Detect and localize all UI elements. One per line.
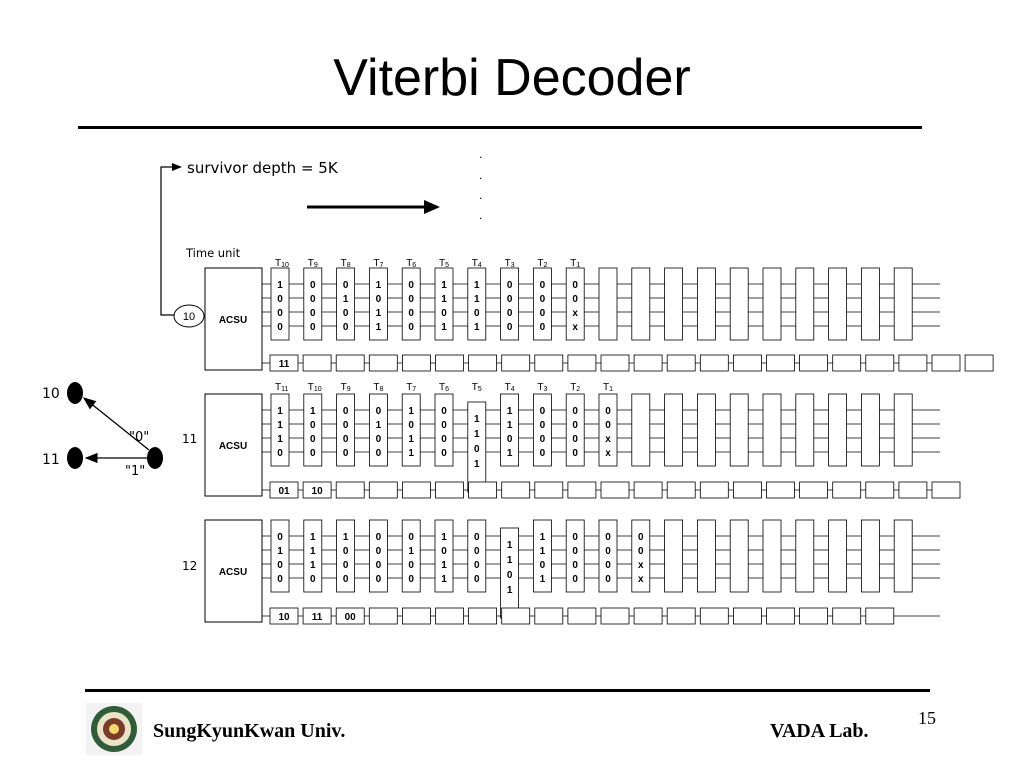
trellis-node-source [147, 447, 163, 469]
survivor-column [665, 520, 683, 592]
survivor-bit: 0 [572, 532, 578, 543]
survivor-bit: 1 [408, 448, 414, 459]
traceback-cell [767, 608, 795, 624]
survivor-column [894, 394, 912, 466]
traceback-cell [733, 355, 761, 371]
time-label-index: 1 [576, 262, 581, 269]
traceback-cell [535, 355, 563, 371]
traceback-cell [800, 482, 828, 498]
traceback-cell [866, 482, 894, 498]
traceback-cell [469, 608, 497, 624]
survivor-column [730, 268, 748, 340]
survivor-bit: 0 [408, 308, 414, 319]
survivor-bit: 0 [375, 574, 382, 585]
traceback-cell [667, 608, 695, 624]
survivor-column [697, 394, 715, 466]
survivor-column [763, 394, 781, 466]
time-label-index: 6 [412, 262, 417, 269]
traceback-cell [436, 482, 464, 498]
survivor-bit: 0 [572, 280, 578, 291]
survivor-column [665, 394, 683, 466]
survivor-bit: 0 [277, 560, 283, 571]
survivor-bit: x [638, 574, 644, 585]
traceback-cell [932, 355, 960, 371]
survivor-bit: 1 [506, 555, 513, 566]
survivor-column [763, 268, 781, 340]
survivor-bit: 0 [342, 406, 349, 417]
traceback-cell [568, 355, 596, 371]
survivor-bit: 1 [506, 448, 513, 459]
traceback-cell [700, 608, 728, 624]
survivor-bit: 1 [277, 280, 283, 291]
traceback-cell [369, 608, 397, 624]
survivor-bit: 1 [441, 294, 447, 305]
survivor-column [632, 268, 650, 340]
survivor-bit: 0 [572, 546, 578, 557]
traceback-cell [436, 355, 464, 371]
survivor-bit: 0 [310, 280, 316, 291]
survivor-bit: 0 [539, 420, 546, 431]
traceback-cell [436, 608, 464, 624]
survivor-bit: 0 [342, 448, 349, 459]
survivor-column [861, 394, 879, 466]
survivor-bit: 0 [638, 532, 644, 543]
traceback-value: 10 [311, 486, 323, 497]
survivor-bit: 1 [375, 280, 382, 291]
time-label: T1 [570, 258, 581, 269]
page-number: 15 [918, 708, 936, 728]
survivor-bit: 0 [605, 532, 611, 543]
time-label: T4 [504, 382, 515, 393]
traceback-cell [700, 355, 728, 371]
time-label-index: 3 [510, 262, 515, 269]
survivor-column [796, 520, 814, 592]
survivor-bit: 0 [277, 448, 283, 459]
time-label-index: 7 [379, 262, 384, 269]
survivor-bit: 0 [638, 546, 644, 557]
time-label: T4 [471, 258, 482, 269]
branch-label-0: "0" [129, 430, 150, 445]
time-label: T10 [307, 382, 322, 393]
time-label-index: 2 [543, 262, 548, 269]
survivor-bit: 1 [539, 532, 546, 543]
university-seal-logo [86, 703, 142, 755]
survivor-bit: 0 [605, 560, 611, 571]
survivor-bit: 0 [474, 560, 480, 571]
survivor-bit: 0 [310, 448, 316, 459]
survivor-bit: 1 [506, 540, 513, 551]
traceback-cell [601, 482, 629, 498]
traceback-cell [502, 482, 530, 498]
survivor-column [894, 520, 912, 592]
traceback-cell [932, 482, 960, 498]
survivor-bit: 0 [441, 434, 447, 445]
survivor-depth-label: survivor depth = 5K [187, 159, 338, 177]
survivor-bit: 1 [506, 585, 513, 596]
traceback-cell [634, 482, 662, 498]
survivor-bit: 0 [342, 574, 349, 585]
survivor-bit: 1 [277, 546, 283, 557]
traceback-cell [800, 608, 828, 624]
survivor-column [796, 394, 814, 466]
survivor-column [861, 268, 879, 340]
slide-title: Viterbi Decoder [333, 49, 691, 107]
survivor-column [894, 268, 912, 340]
survivor-bit: 1 [408, 546, 414, 557]
survivor-bit: 0 [342, 560, 349, 571]
survivor-bit: 1 [441, 574, 447, 585]
survivor-bit: 0 [572, 560, 578, 571]
traceback-cell [336, 482, 364, 498]
survivor-bit: 1 [375, 420, 382, 431]
time-label-index: 7 [412, 386, 417, 393]
traceback-cell [800, 355, 828, 371]
traceback-cell [899, 482, 927, 498]
time-unit-value: 11 [182, 432, 198, 446]
traceback-cell [833, 482, 861, 498]
traceback-cell [634, 608, 662, 624]
traceback-cell [402, 355, 430, 371]
survivor-bit: 0 [375, 532, 382, 543]
footer-university: SungKyunKwan Univ. [153, 720, 346, 742]
time-label-index: 5 [477, 386, 482, 393]
survivor-bit: 0 [572, 434, 578, 445]
stage-input-label: 10 [182, 311, 196, 323]
continuation-dot: . [479, 208, 483, 222]
footer-divider [85, 689, 930, 692]
survivor-column [665, 268, 683, 340]
survivor-bit: 0 [375, 448, 382, 459]
survivor-bit: 0 [375, 434, 382, 445]
survivor-bit: 1 [474, 414, 480, 425]
survivor-bit: 1 [506, 420, 513, 431]
survivor-bit: 0 [277, 294, 283, 305]
survivor-bit: 0 [342, 434, 349, 445]
survivor-column [829, 520, 847, 592]
traceback-cell [502, 355, 530, 371]
traceback-value: 10 [278, 612, 290, 623]
survivor-bit: 0 [474, 546, 480, 557]
survivor-column [763, 520, 781, 592]
survivor-bit: 0 [605, 420, 611, 431]
survivor-bit: 0 [474, 308, 480, 319]
survivor-bit: 0 [506, 434, 513, 445]
survivor-bit: 0 [506, 322, 513, 333]
survivor-column [697, 520, 715, 592]
survivor-memory-panels [182, 258, 993, 624]
time-label-index: 3 [543, 386, 548, 393]
survivor-bit: 0 [310, 322, 316, 333]
survivor-bit: 0 [506, 570, 513, 581]
survivor-bit: 1 [441, 532, 447, 543]
survivor-bit: 0 [277, 532, 283, 543]
continuation-dot: . [479, 168, 483, 182]
traceback-cell [767, 355, 795, 371]
traceback-cell [833, 355, 861, 371]
time-label: T3 [504, 258, 515, 269]
time-label-index: 8 [346, 262, 351, 269]
survivor-bit: x [638, 560, 644, 571]
survivor-bit: 0 [408, 322, 414, 333]
survivor-bit: 0 [605, 574, 611, 585]
survivor-bit: 0 [441, 406, 447, 417]
survivor-bit: 1 [408, 406, 414, 417]
survivor-bit: 1 [310, 532, 316, 543]
trellis-diagram [42, 382, 163, 479]
survivor-bit: 0 [408, 420, 414, 431]
survivor-bit: 1 [342, 294, 349, 305]
traceback-cell [667, 355, 695, 371]
survivor-column [861, 520, 879, 592]
survivor-bit: 0 [310, 434, 316, 445]
traceback-cell [568, 482, 596, 498]
survivor-bit: 1 [539, 574, 546, 585]
traceback-value: 11 [278, 359, 290, 370]
survivor-bit: 0 [277, 308, 283, 319]
acsu-label: ACSU [218, 567, 248, 578]
survivor-bit: 0 [474, 532, 480, 543]
survivor-bit: 1 [310, 560, 316, 571]
survivor-bit: x [572, 308, 578, 319]
time-label-index: 10 [313, 386, 322, 393]
time-label-index: 11 [281, 386, 289, 393]
traceback-cell [469, 355, 497, 371]
survivor-panel [182, 382, 960, 498]
traceback-cell [502, 608, 530, 624]
traceback-cell [369, 355, 397, 371]
survivor-column [829, 394, 847, 466]
survivor-bit: 0 [277, 574, 283, 585]
traceback-cell [402, 608, 430, 624]
traceback-cell [733, 608, 761, 624]
time-label: T1 [603, 382, 614, 393]
survivor-bit: x [605, 448, 611, 459]
survivor-bit: 1 [474, 294, 480, 305]
survivor-bit: 0 [441, 448, 447, 459]
traceback-cell [899, 355, 927, 371]
traceback-value: 01 [278, 486, 290, 497]
survivor-bit: 0 [474, 444, 480, 455]
survivor-bit: 0 [310, 294, 316, 305]
survivor-panel [205, 258, 993, 371]
survivor-bit: 0 [375, 406, 382, 417]
survivor-bit: 0 [441, 308, 447, 319]
traceback-cell [369, 482, 397, 498]
trellis-node-11 [67, 447, 83, 469]
survivor-bit: 0 [408, 294, 414, 305]
survivor-column [796, 268, 814, 340]
traceback-cell [965, 355, 993, 371]
time-label: T6 [406, 258, 417, 269]
traceback-cell [303, 355, 331, 371]
survivor-bit: 1 [441, 280, 447, 291]
branch-label-1: "1" [125, 464, 146, 479]
survivor-bit: 0 [342, 322, 349, 333]
survivor-bit: 0 [506, 280, 513, 291]
continuation-dot: . [479, 188, 483, 202]
survivor-bit: 1 [474, 322, 480, 333]
time-label-index: 1 [609, 386, 614, 393]
time-label-index: 2 [576, 386, 581, 393]
survivor-bit: 1 [375, 308, 382, 319]
survivor-bit: 0 [277, 322, 283, 333]
trellis-state-11: 11 [42, 452, 60, 468]
survivor-bit: 0 [539, 434, 546, 445]
survivor-column [632, 394, 650, 466]
traceback-cell [469, 482, 497, 498]
survivor-column [599, 268, 617, 340]
traceback-value: 00 [344, 612, 356, 623]
survivor-column [829, 268, 847, 340]
survivor-bit: 0 [441, 420, 447, 431]
survivor-bit: 0 [342, 280, 349, 291]
survivor-column [730, 394, 748, 466]
survivor-bit: x [572, 322, 578, 333]
traceback-cell [336, 355, 364, 371]
survivor-bit: 1 [506, 406, 513, 417]
stage-input-node [174, 305, 204, 327]
footer-lab: VADA Lab. [770, 720, 869, 742]
survivor-bit: 1 [310, 406, 316, 417]
survivor-bit: 1 [277, 420, 283, 431]
traceback-cell [667, 482, 695, 498]
time-label: T9 [340, 382, 351, 393]
time-label-index: 10 [281, 262, 289, 269]
time-unit-value: 12 [182, 559, 198, 573]
time-label: T5 [439, 258, 450, 269]
traceback-cell [866, 355, 894, 371]
survivor-bit: 0 [605, 546, 611, 557]
survivor-bit: 0 [310, 574, 316, 585]
traceback-cell [833, 608, 861, 624]
survivor-bit: 0 [375, 560, 382, 571]
time-label: T6 [439, 382, 450, 393]
survivor-bit: 0 [441, 546, 447, 557]
survivor-bit: 1 [474, 280, 480, 291]
survivor-bit: 0 [342, 420, 349, 431]
survivor-bit: 0 [310, 420, 316, 431]
continuation-dot: . [479, 147, 483, 161]
survivor-bit: 0 [342, 546, 349, 557]
survivor-bit: 1 [408, 434, 414, 445]
survivor-bit: 0 [572, 294, 578, 305]
survivor-bit: 0 [408, 560, 414, 571]
traceback-cell [601, 608, 629, 624]
traceback-cell [866, 608, 894, 624]
survivor-bit: 0 [506, 294, 513, 305]
survivor-bit: 0 [539, 560, 546, 571]
acsu-label: ACSU [218, 315, 248, 326]
time-label: T7 [406, 382, 417, 393]
survivor-bit: 1 [342, 532, 349, 543]
traceback-cell [535, 482, 563, 498]
traceback-cell [601, 355, 629, 371]
time-label-index: 9 [313, 262, 318, 269]
survivor-bit: 1 [310, 546, 316, 557]
survivor-bit: 0 [539, 294, 546, 305]
traceback-cell [634, 355, 662, 371]
survivor-bit: 0 [572, 420, 578, 431]
survivor-bit: 0 [474, 574, 480, 585]
time-label-index: 9 [346, 386, 351, 393]
traceback-cell [700, 482, 728, 498]
survivor-bit: 1 [277, 406, 283, 417]
trellis-node-10 [67, 382, 83, 404]
survivor-bit: 0 [375, 294, 382, 305]
survivor-bit: 0 [310, 308, 316, 319]
traceback-cell [767, 482, 795, 498]
survivor-bit: 0 [572, 574, 578, 585]
acsu-label: ACSU [218, 441, 248, 452]
trellis-state-10: 10 [42, 386, 60, 402]
survivor-bit: 0 [408, 574, 414, 585]
survivor-bit: 1 [474, 459, 480, 470]
survivor-bit: 1 [539, 546, 546, 557]
survivor-bit: 1 [441, 560, 447, 571]
time-label-index: 5 [445, 262, 450, 269]
time-label: T8 [373, 382, 384, 393]
time-label: T10 [275, 258, 289, 269]
time-label: T11 [275, 382, 289, 393]
traceback-cell [568, 608, 596, 624]
survivor-bit: 0 [539, 322, 546, 333]
time-label: T3 [537, 382, 548, 393]
survivor-bit: 0 [408, 280, 414, 291]
survivor-bit: 0 [408, 532, 414, 543]
time-label: T5 [471, 382, 482, 393]
time-label: T2 [570, 382, 581, 393]
survivor-bit: 0 [375, 546, 382, 557]
survivor-bit: 0 [506, 308, 513, 319]
time-label: T8 [340, 258, 351, 269]
survivor-bit: 0 [539, 406, 546, 417]
survivor-bit: 0 [539, 448, 546, 459]
survivor-bit: 0 [572, 448, 578, 459]
traceback-cell [402, 482, 430, 498]
survivor-bit: 1 [375, 322, 382, 333]
survivor-bit: x [605, 434, 611, 445]
survivor-bit: 1 [277, 434, 283, 445]
time-label-index: 4 [477, 262, 482, 269]
survivor-bit: 0 [342, 308, 349, 319]
survivor-column [730, 520, 748, 592]
survivor-bit: 1 [474, 429, 480, 440]
time-label-index: 8 [379, 386, 384, 393]
survivor-bit: 1 [441, 322, 447, 333]
survivor-bit: 0 [572, 406, 578, 417]
time-label: T2 [537, 258, 548, 269]
time-label: T7 [373, 258, 384, 269]
time-label-index: 6 [445, 386, 450, 393]
survivor-bit: 0 [539, 308, 546, 319]
survivor-bit: 0 [605, 406, 611, 417]
traceback-cell [535, 608, 563, 624]
survivor-column [697, 268, 715, 340]
survivor-panel [182, 520, 940, 624]
time-unit-label: Time unit [186, 246, 241, 260]
time-label-index: 4 [510, 386, 515, 393]
time-label: T9 [307, 258, 318, 269]
survivor-bit: 0 [539, 280, 546, 291]
traceback-value: 11 [311, 612, 323, 623]
traceback-cell [733, 482, 761, 498]
